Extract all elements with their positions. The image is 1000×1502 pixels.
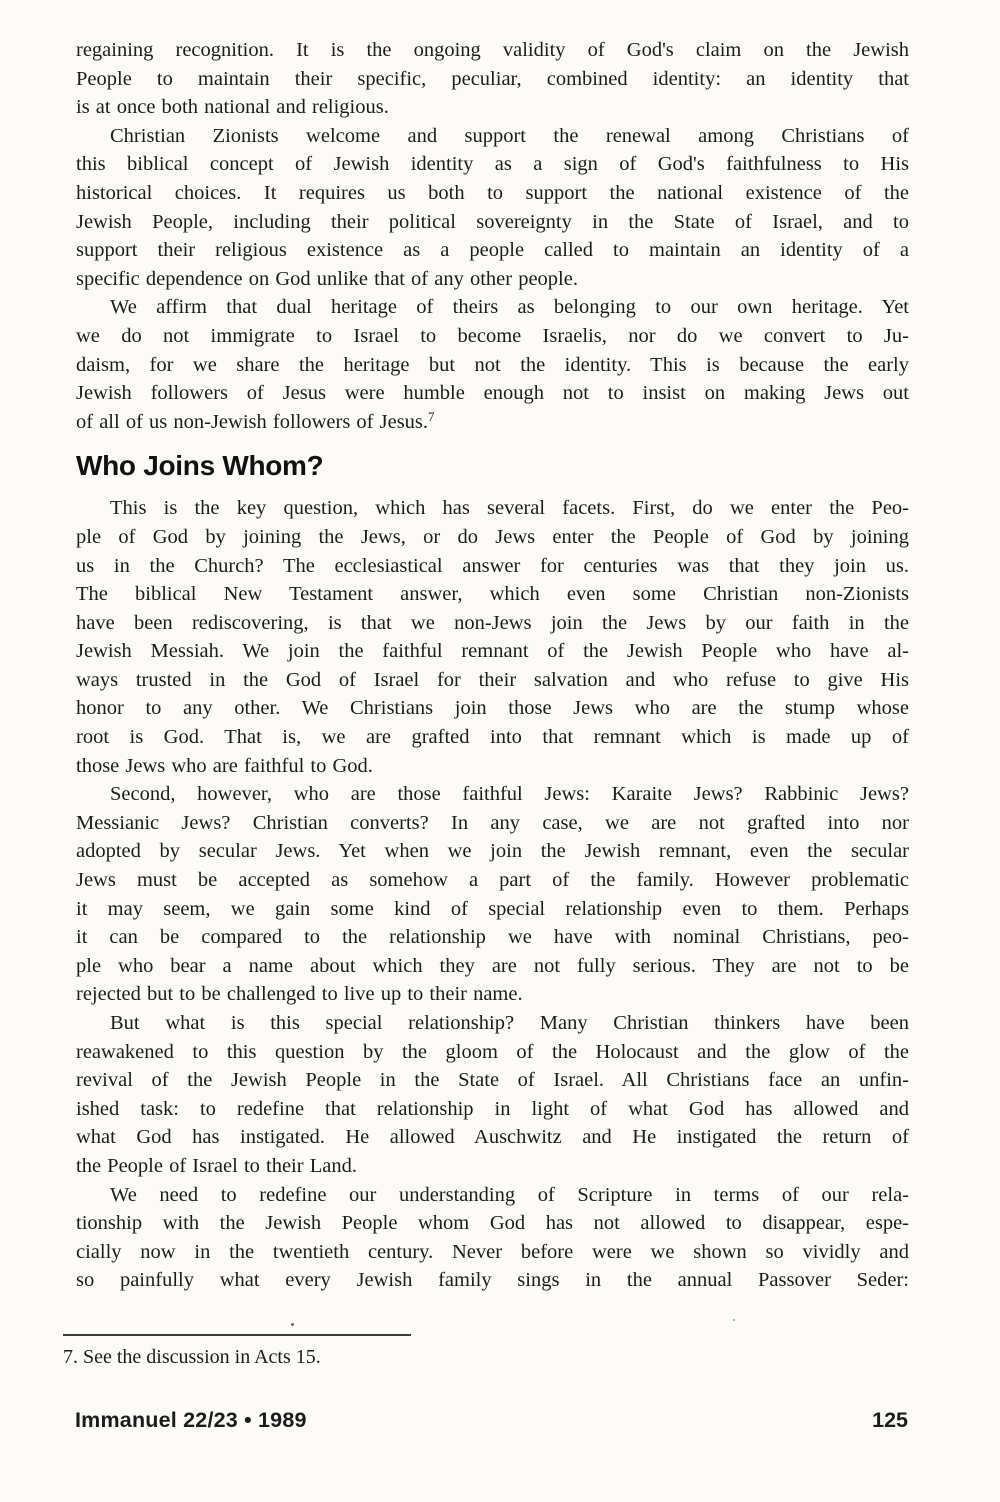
body-line: The biblical New Testament answer, which even some Christian non-Zionists	[76, 583, 909, 606]
body-line: what God has instigated. He allowed Auschwitz and He instigated the return of	[76, 1126, 909, 1149]
body-line: historical choices. It requires us both to support the national existence of the	[76, 181, 909, 204]
body-line	[76, 408, 909, 437]
paragraph	[76, 494, 909, 780]
body-line: Second, however, who are those faithful Jews: Karaite Jews? Rabbinic Jews?	[110, 783, 909, 806]
body-line: Jewish followers of Jesus were humble enough not to insist on making Jews out	[76, 382, 909, 405]
footnote-reference: 7	[428, 408, 435, 424]
footnote-rule	[63, 1334, 411, 1336]
body-line: cially now in the twentieth century. Never before were we shown so vividly and	[76, 1240, 909, 1263]
body-line: so painfully what every Jewish family sings in the annual Passover Seder:	[76, 1269, 909, 1292]
body-line: specific dependence on God unlike that of any other people.	[76, 267, 578, 290]
paragraph	[76, 1009, 909, 1181]
page-footer	[75, 1408, 908, 1433]
body-line: it may seem, we gain some kind of special relationship even to them. Perhaps	[76, 897, 909, 920]
scan-speck	[733, 1319, 735, 1321]
article-body	[76, 36, 909, 1295]
body-line: revival of the Jewish People in the State of Israel. All Christians face an unfin-	[76, 1069, 909, 1092]
body-line: honor to any other. We Christians join those Jews who are the stump whose	[76, 697, 909, 720]
paragraph	[76, 1181, 909, 1295]
body-line: adopted by secular Jews. Yet when we join the Jewish remnant, even the secular	[76, 840, 909, 863]
body-line-text: of all of us non-Jewish followers of Jesus.	[76, 410, 429, 433]
body-line: regaining recognition. It is the ongoing validity of God's claim on the Jewish	[76, 39, 909, 61]
footnote: 7. See the discussion in Acts 15.	[63, 1346, 321, 1368]
body-line: reawakened to this question by the gloom of the Holocaust and the glow of the	[76, 1040, 909, 1063]
body-line: Jews must be accepted as somehow a part of the family. However problematic	[76, 869, 909, 892]
body-line: This is the key question, which has several facets. First, do we enter the Peo-	[110, 497, 909, 520]
body-line: this biblical concept of Jewish identity as a sign of God's faithfulness to His	[76, 153, 909, 176]
body-line: support their religious existence as a people called to maintain an identity of a	[76, 239, 909, 262]
paragraph	[76, 780, 909, 1009]
body-line: we do not immigrate to Israel to become Israelis, nor do we convert to Ju-	[76, 324, 909, 347]
body-line: ways trusted in the God of Israel for their salvation and who refuse to give His	[76, 668, 909, 691]
body-line: But what is this special relationship? Many Christian thinkers have been	[110, 1012, 909, 1034]
body-line: Jewish People, including their political sovereignty in the State of Israel, and to	[76, 210, 909, 233]
body-line: Messianic Jews? Christian converts? In any case, we are not grafted into nor	[76, 811, 909, 834]
body-line: rejected but to be challenged to live up to their name.	[76, 983, 523, 1006]
body-line: those Jews who are faithful to God.	[76, 754, 373, 777]
page-number: 125	[872, 1408, 908, 1432]
body-line: Jewish Messiah. We join the faithful remnant of the Jewish People who have al-	[76, 640, 909, 663]
body-line: We affirm that dual heritage of theirs as belonging to our own heritage. Yet	[110, 296, 909, 319]
body-line: is at once both national and religious.	[76, 96, 389, 119]
body-line: root is God. That is, we are grafted into that remnant which is made up of	[76, 726, 909, 749]
paragraph	[76, 122, 909, 294]
body-line: ple of God by joining the Jews, or do Jews enter the People of God by joining	[76, 525, 909, 548]
body-line: tionship with the Jewish People whom God has not allowed to disappear, espe-	[76, 1212, 909, 1235]
footnote-block	[63, 1334, 896, 1369]
scan-speck	[291, 1323, 294, 1326]
body-line: have been rediscovering, is that we non-Jews join the Jews by our faith in the	[76, 611, 909, 634]
paragraph	[76, 36, 909, 122]
section-heading: Who Joins Whom?	[76, 450, 324, 482]
body-line: People to maintain their specific, peculiar, combined identity: an identity that	[76, 67, 909, 90]
body-line: the People of Israel to their Land.	[76, 1154, 357, 1177]
body-line: daism, for we share the heritage but not the identity. This is because the early	[76, 353, 909, 376]
body-line: ished task: to redefine that relationship in light of what God has allowed and	[76, 1097, 909, 1120]
body-line: ple who bear a name about which they are not fully serious. They are not to be	[76, 954, 909, 977]
body-line: We need to redefine our understanding of Scripture in terms of our rela-	[110, 1183, 909, 1206]
body-line: Christian Zionists welcome and support the renewal among Christians of	[110, 124, 909, 147]
body-line: us in the Church? The ecclesiastical answer for centuries was that they join us.	[76, 554, 909, 577]
body-line: it can be compared to the relationship we have with nominal Christians, peo-	[76, 926, 909, 949]
journal-footer: Immanuel 22/23 • 1989	[75, 1408, 307, 1432]
paragraph	[76, 293, 909, 436]
